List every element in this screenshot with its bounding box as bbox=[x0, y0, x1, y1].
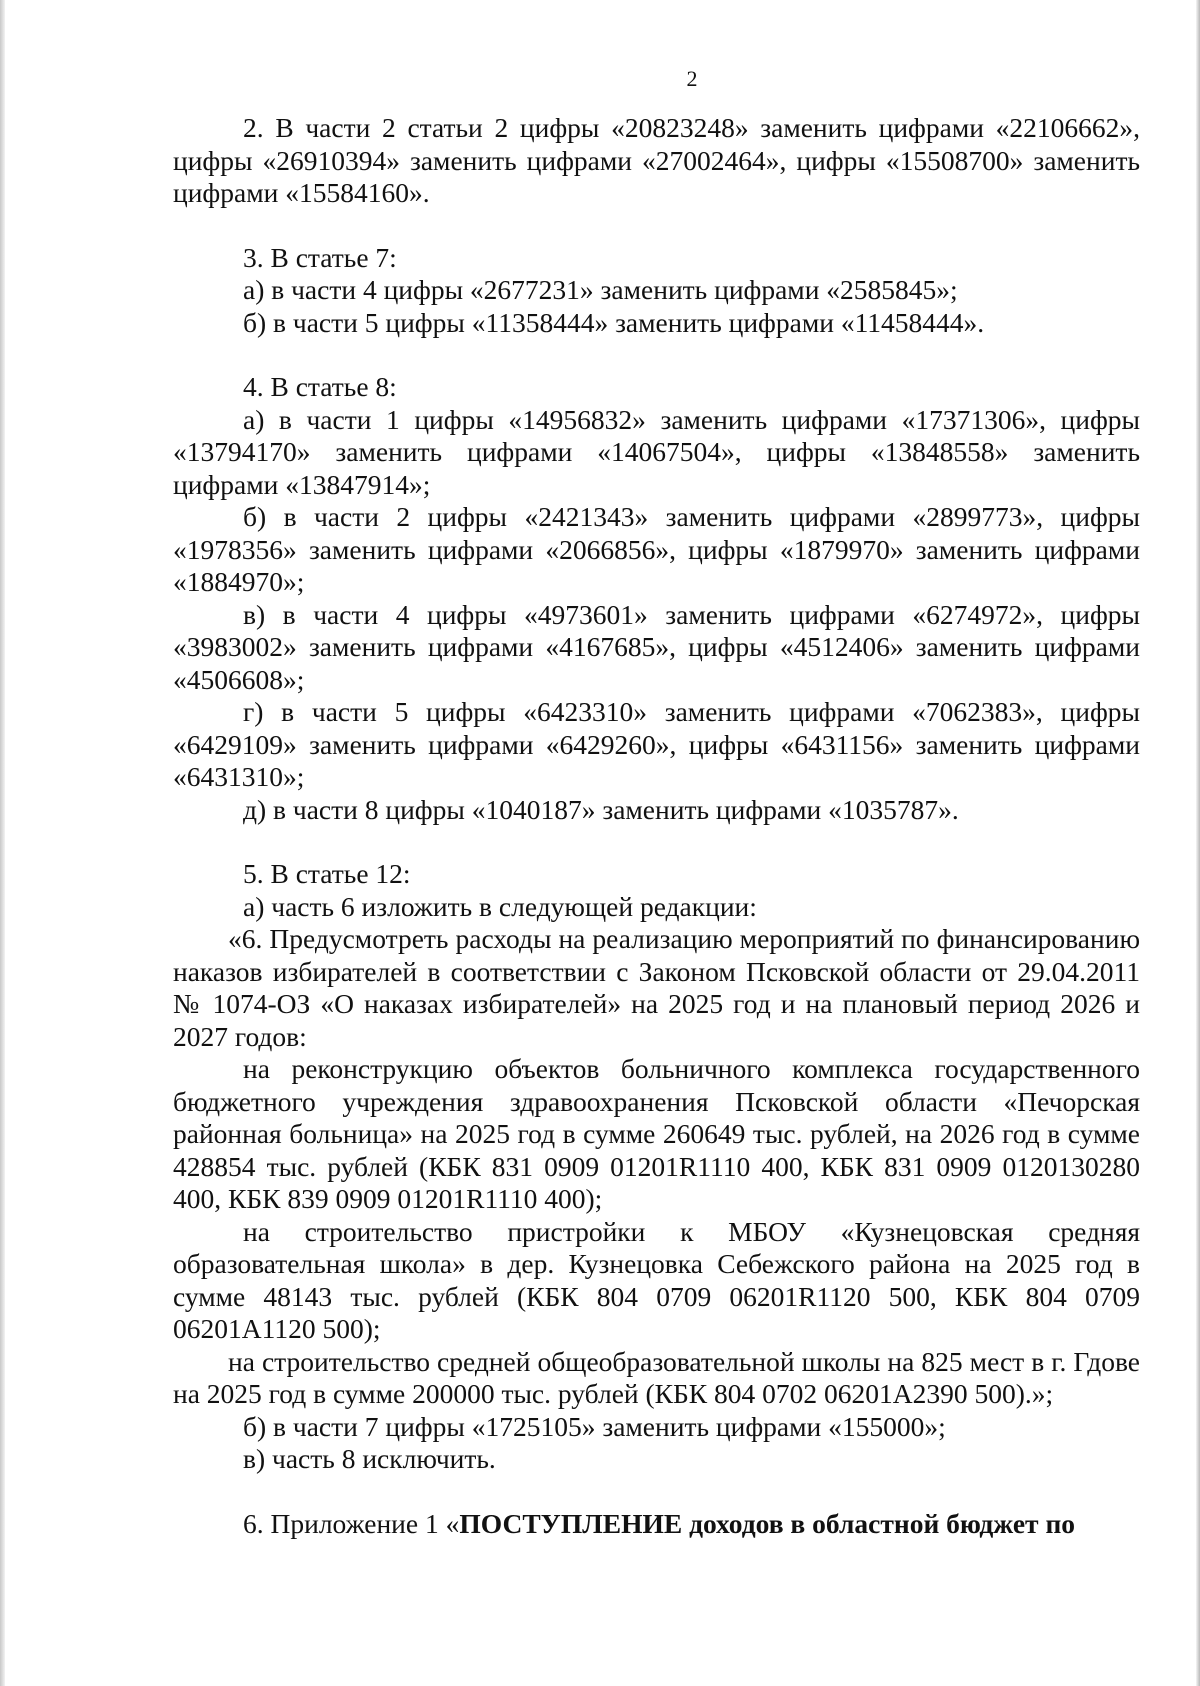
paragraph-5-heading: 5. В статье 12: bbox=[243, 858, 411, 889]
paragraph-5-item-1: на реконструкцию объектов больничного комплекса государственного бюджетного учреждения здравоохранения Псковской области «Печорская районная больница» на 2025 год в сумме 260649 тыс. рублей, на 2026 год в сумме 428854 тыс. рублей (КБК 831 0909 01201R1110 400, КБК 831 0909 0120130280 400, КБК 839 0909 01201R1110 400); bbox=[173, 1053, 1140, 1214]
scan-edge-right bbox=[1196, 0, 1200, 1686]
page-number: 2 bbox=[686, 66, 698, 91]
paragraph-4g: г) в части 5 цифры «6423310» заменить цифрами «7062383», цифры «6429109» заменить цифрами «6429260», цифры «6431156» заменить цифрами «6431310»; bbox=[173, 696, 1140, 792]
paragraph-3a: а) в части 4 цифры «2677231» заменить цифрами «2585845»; bbox=[243, 274, 958, 305]
paragraph-2: 2. В части 2 статьи 2 цифры «20823248» заменить цифрами «22106662», цифры «26910394» заменить цифрами «27002464», цифры «15508700» заменить цифрами «15584160». bbox=[173, 112, 1140, 208]
paragraph-6-bold: ПОСТУПЛЕНИЕ доходов в областной бюджет по bbox=[459, 1507, 1076, 1539]
paragraph-6-prefix: 6. Приложение 1 « bbox=[243, 1507, 460, 1539]
paragraph-4v: в) в части 4 цифры «4973601» заменить цифрами «6274972», цифры «3983002» заменить цифрами «4167685», цифры «4512406» заменить цифрами «4506608»; bbox=[173, 598, 1140, 695]
paragraph-5-item-2: на строительство пристройки к МБОУ «Кузнецовская средняя образовательная школа» в дер. Кузнецовка Себежского района на 2025 год в сумме 48143 тыс. рублей (КБК 804 0709 06201R1120 500, КБК 804 0709 06201А1120 500); bbox=[173, 1215, 1140, 1344]
document-body bbox=[173, 112, 1140, 1540]
paragraph-6 bbox=[173, 1508, 1140, 1541]
scan-edge-left bbox=[0, 0, 5, 1686]
paragraph-5b: б) в части 7 цифры «1725105» заменить цифрами «155000»; bbox=[243, 1410, 946, 1442]
paragraph-5-item-3: на строительство средней общеобразовательной школы на 825 мест в г. Гдове на 2025 год в сумме 200000 тыс. рублей (КБК 804 0702 06201А2390 500).»; bbox=[173, 1345, 1140, 1409]
paragraph-3b: б) в части 5 цифры «11358444» заменить цифрами «11458444». bbox=[243, 306, 985, 338]
paragraph-4a: а) в части 1 цифры «14956832» заменить цифрами «17371306», цифры «13794170» заменить цифрами «14067504», цифры «13848558» заменить цифрами «13847914»; bbox=[173, 403, 1140, 500]
paragraph-5-quote: «6. Предусмотреть расходы на реализацию мероприятий по финансированию наказов избирателей в соответствии с Законом Псковской области от 29.04.2011 № 1074-ОЗ «О наказах избирателей» на 2025 год и на плановый период 2026 и 2027 годов: bbox=[173, 923, 1140, 1052]
paragraph-3-heading: 3. В статье 7: bbox=[243, 241, 397, 273]
paragraph-4b: б) в части 2 цифры «2421343» заменить цифрами «2899773», цифры «1978356» заменить цифрами «2066856», цифры «1879970» заменить цифрами «1884970»; bbox=[173, 501, 1140, 597]
paragraph-4-heading: 4. В статье 8: bbox=[243, 371, 397, 402]
paragraph-5a: а) часть 6 изложить в следующей редакции: bbox=[243, 890, 757, 922]
paragraph-5v: в) часть 8 исключить. bbox=[243, 1443, 496, 1474]
paragraph-4d: д) в части 8 цифры «1040187» заменить цифрами «1035787». bbox=[243, 793, 959, 825]
